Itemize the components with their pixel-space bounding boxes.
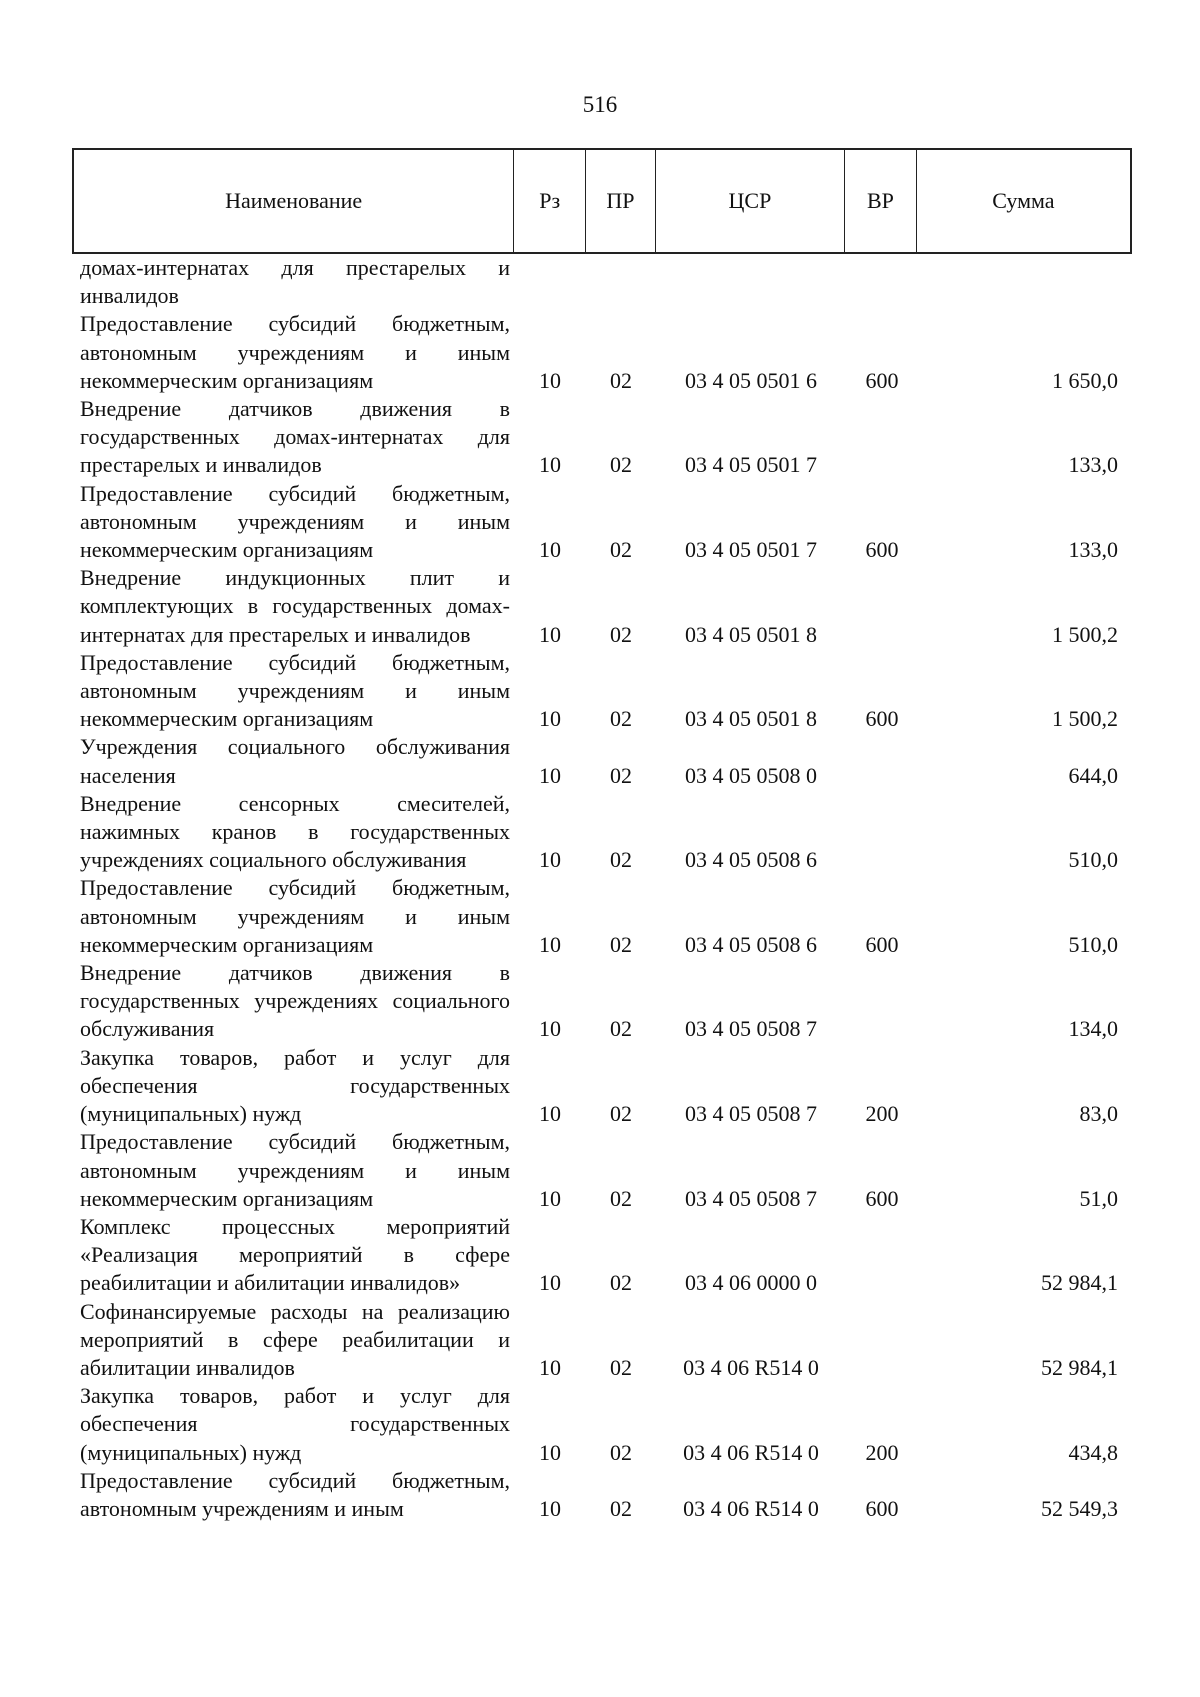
row-pr: 02 <box>610 762 632 788</box>
row-sum: 133,0 <box>1068 537 1118 563</box>
row-csr: 03 4 06 R514 0 <box>683 1495 819 1521</box>
row-vr: 600 <box>865 1185 899 1211</box>
row-sum: 83,0 <box>1079 1101 1118 1127</box>
row-sum: 52 984,1 <box>1041 1270 1118 1296</box>
row-csr: 03 4 05 0501 8 <box>685 706 817 732</box>
row-csr: 03 4 05 0508 0 <box>685 762 817 788</box>
row-pr: 02 <box>610 1354 632 1380</box>
table-row <box>72 959 1132 1044</box>
row-sum: 52 984,1 <box>1041 1354 1118 1380</box>
row-vr: 200 <box>865 1101 899 1127</box>
row-sum: 1 500,2 <box>1052 706 1118 732</box>
row-sum: 133,0 <box>1068 452 1118 478</box>
row-pr: 02 <box>610 621 632 647</box>
row-vr: 600 <box>865 1495 899 1521</box>
row-csr: 03 4 05 0508 7 <box>685 1185 817 1211</box>
row-pr: 02 <box>610 1495 632 1521</box>
row-name: домах-интернатах для престарелых и инвалидов <box>80 255 510 309</box>
row-name: Закупка товаров, работ и услуг для обеспечения государственных (муниципальных) нужд <box>80 1044 510 1127</box>
row-rz: 10 <box>539 762 561 788</box>
row-csr: 03 4 05 0508 7 <box>685 1101 817 1127</box>
row-pr: 02 <box>610 847 632 873</box>
row-rz: 10 <box>539 931 561 957</box>
table-row <box>72 564 1132 649</box>
row-name: Предоставление субсидий бюджетным, автономным учреждениям и иным некоммерческим организациям <box>80 875 510 957</box>
row-name: Предоставление субсидий бюджетным, автономным учреждениям и иным некоммерческим организациям <box>80 1129 510 1211</box>
row-csr: 03 4 06 R514 0 <box>683 1354 819 1380</box>
row-sum: 1 500,2 <box>1052 621 1118 647</box>
row-name: Софинансируемые расходы на реализацию мероприятий в сфере реабилитации и абилитации инвалидов <box>80 1298 510 1380</box>
row-sum: 1 650,0 <box>1052 367 1118 393</box>
row-pr: 02 <box>610 706 632 732</box>
row-name: Закупка товаров, работ и услуг для обеспечения государственных (муниципальных) нужд <box>80 1383 510 1465</box>
table-row <box>72 310 1132 395</box>
table-row <box>72 1467 1132 1523</box>
row-sum: 434,8 <box>1068 1439 1118 1465</box>
header-name: Наименование <box>74 150 514 252</box>
row-name: Внедрение датчиков движения в государственных домах-интернатах для престарелых и инвалидов <box>80 396 510 478</box>
table-row <box>72 1298 1132 1383</box>
table-row <box>72 790 1132 875</box>
row-rz: 10 <box>539 1185 561 1211</box>
row-sum: 134,0 <box>1068 1016 1118 1042</box>
row-sum: 510,0 <box>1068 847 1118 873</box>
row-vr: 600 <box>865 706 899 732</box>
row-pr: 02 <box>610 452 632 478</box>
table-row <box>72 1213 1132 1298</box>
row-csr: 03 4 05 0501 8 <box>685 621 817 647</box>
table-row <box>72 1128 1132 1213</box>
row-name: Предоставление субсидий бюджетным, автономным учреждениям и иным <box>80 1467 510 1521</box>
row-rz: 10 <box>539 1354 561 1380</box>
header-pr: ПР <box>586 150 656 252</box>
header-rz: Рз <box>514 150 586 252</box>
row-csr: 03 4 06 R514 0 <box>683 1439 819 1465</box>
row-pr: 02 <box>610 367 632 393</box>
row-name: Комплекс процессных мероприятий «Реализация мероприятий в сфере реабилитации и абилитации инвалидов» <box>80 1213 510 1296</box>
row-csr: 03 4 05 0501 6 <box>685 367 817 393</box>
row-pr: 02 <box>610 1016 632 1042</box>
row-rz: 10 <box>539 452 561 478</box>
header-sum: Сумма <box>992 188 1055 213</box>
row-name: Учреждения социального обслуживания населения <box>80 734 510 788</box>
table-header <box>72 148 1132 254</box>
row-csr: 03 4 05 0508 7 <box>685 1016 817 1042</box>
row-name: Внедрение сенсорных смесителей, нажимных кранов в государственных учреждениях социального обслуживания <box>80 790 510 873</box>
row-name: Внедрение индукционных плит и комплектующих в государственных домах-интернатах для престарелых и инвалидов <box>80 565 510 647</box>
row-rz: 10 <box>539 847 561 873</box>
table-row <box>72 733 1132 789</box>
row-pr: 02 <box>610 1185 632 1211</box>
row-vr: 200 <box>865 1439 899 1465</box>
row-rz: 10 <box>539 706 561 732</box>
row-csr: 03 4 05 0501 7 <box>685 537 817 563</box>
row-sum: 510,0 <box>1068 931 1118 957</box>
table-row <box>72 1044 1132 1129</box>
table-body <box>72 254 1132 1523</box>
header-csr: ЦСР <box>656 150 845 252</box>
table-row <box>72 649 1132 734</box>
row-vr: 600 <box>865 931 899 957</box>
row-rz: 10 <box>539 537 561 563</box>
row-rz: 10 <box>539 1101 561 1127</box>
row-pr: 02 <box>610 1101 632 1127</box>
row-rz: 10 <box>539 621 561 647</box>
header-vr: ВР <box>845 150 917 252</box>
table-row <box>72 874 1132 959</box>
table-row <box>72 254 1132 310</box>
row-sum: 52 549,3 <box>1041 1495 1118 1521</box>
row-sum: 644,0 <box>1068 762 1118 788</box>
row-rz: 10 <box>539 1495 561 1521</box>
row-sum: 51,0 <box>1079 1185 1118 1211</box>
row-name: Предоставление субсидий бюджетным, автономным учреждениям и иным некоммерческим организациям <box>80 480 510 563</box>
table-row <box>72 395 1132 480</box>
row-pr: 02 <box>610 931 632 957</box>
table-row <box>72 480 1132 565</box>
row-csr: 03 4 05 0508 6 <box>685 931 817 957</box>
row-vr: 600 <box>865 367 899 393</box>
row-vr: 600 <box>865 537 899 563</box>
page-number: 516 <box>582 92 618 117</box>
row-name: Предоставление субсидий бюджетным, автономным учреждениям и иным некоммерческим организациям <box>80 649 510 732</box>
row-rz: 10 <box>539 1270 561 1296</box>
row-rz: 10 <box>539 367 561 393</box>
row-pr: 02 <box>610 1439 632 1465</box>
row-name: Внедрение датчиков движения в государственных учреждениях социального обслуживания <box>80 960 510 1042</box>
table-row <box>72 1382 1132 1467</box>
row-rz: 10 <box>539 1439 561 1465</box>
row-csr: 03 4 05 0501 7 <box>685 452 817 478</box>
row-name: Предоставление субсидий бюджетным, автономным учреждениям и иным некоммерческим организациям <box>80 311 510 393</box>
row-pr: 02 <box>610 537 632 563</box>
row-csr: 03 4 06 0000 0 <box>685 1270 817 1296</box>
row-rz: 10 <box>539 1016 561 1042</box>
row-pr: 02 <box>610 1270 632 1296</box>
row-csr: 03 4 05 0508 6 <box>685 847 817 873</box>
